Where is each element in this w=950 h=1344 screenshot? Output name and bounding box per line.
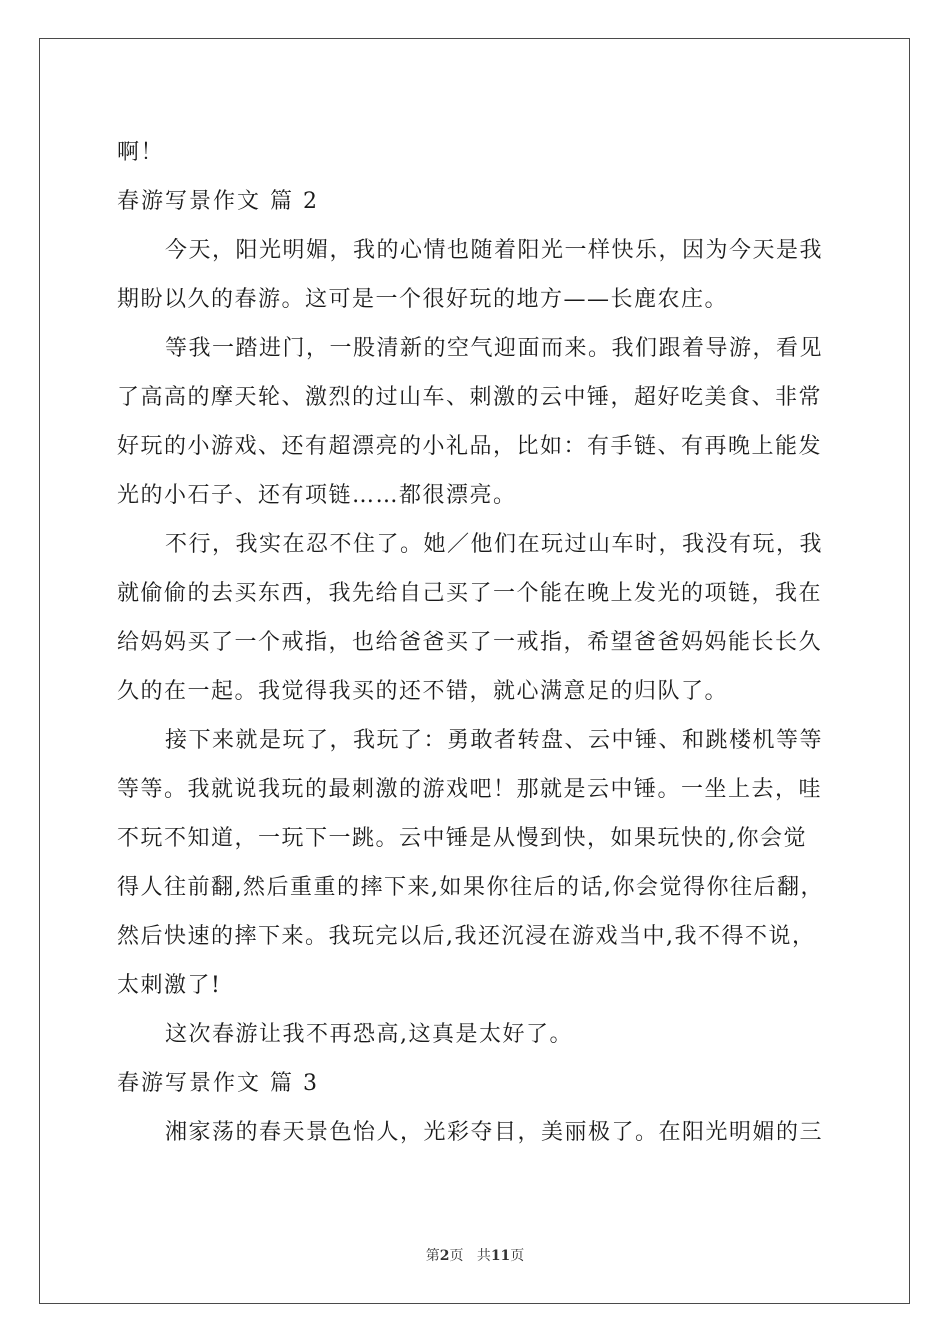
text-line: 给妈妈买了一个戒指，也给爸爸买了一戒指，希望爸爸妈妈能长长久 (117, 630, 823, 655)
text-line: 太刺激了! (117, 973, 222, 998)
text-line: 今天，阳光明媚，我的心情也随着阳光一样快乐，因为今天是我 (165, 238, 824, 263)
page-footer (0, 1246, 950, 1266)
text-line: 等我一踏进门，一股清新的空气迎面而来。我们跟着导游，看见 (165, 336, 824, 361)
footer-total-prefix: 共 (476, 1248, 491, 1264)
text-line: 光的小石子、还有项链……都很漂亮。 (117, 483, 517, 508)
section-heading: 春游写景作文 篇 3 (117, 1071, 319, 1096)
footer-prefix: 第 (425, 1248, 440, 1264)
text-line: 湘家荡的春天景色怡人，光彩夺目，美丽极了。在阳光明媚的三 (165, 1120, 824, 1145)
footer-total-pages: 11 (490, 1248, 511, 1264)
section-heading: 春游写景作文 篇 2 (117, 189, 319, 214)
text-line: 期盼以久的春游。这可是一个很好玩的地方——长鹿农庄。 (117, 287, 729, 312)
text-line: 等等。我就说我玩的最刺激的游戏吧！那就是云中锤。一坐上去，哇 (117, 777, 823, 802)
text-line: 不玩不知道，一玩下一跳。云中锤是从慢到快，如果玩快的,你会觉 (117, 826, 807, 851)
text-line: 了高高的摩天轮、激烈的过山车、刺激的云中锤，超好吃美食、非常 (117, 385, 823, 410)
footer-page-number: 2 (439, 1248, 450, 1264)
text-line: 接下来就是玩了，我玩了：勇敢者转盘、云中锤、和跳楼机等等 (165, 728, 824, 753)
document-body (117, 128, 835, 1157)
text-line: 得人往前翻,然后重重的摔下来,如果你往后的话,你会觉得你往后翻， (117, 875, 824, 900)
text-line: 啊！ (117, 140, 165, 165)
text-line: 然后快速的摔下来。我玩完以后,我还沉浸在游戏当中,我不得不说， (117, 924, 816, 949)
text-line: 好玩的小游戏、还有超漂亮的小礼品，比如：有手链、有再晚上能发 (117, 434, 823, 459)
text-line: 不行，我实在忍不住了。她／他们在玩过山车时，我没有玩，我 (165, 532, 824, 557)
text-line: 久的在一起。我觉得我买的还不错，就心满意足的归队了。 (117, 679, 729, 704)
footer-total-suffix: 页 (510, 1248, 525, 1264)
text-line: 这次春游让我不再恐高,这真是太好了。 (165, 1022, 573, 1047)
footer-page-suffix: 页 (449, 1248, 464, 1264)
text-line: 就偷偷的去买东西，我先给自己买了一个能在晚上发光的项链，我在 (117, 581, 823, 606)
